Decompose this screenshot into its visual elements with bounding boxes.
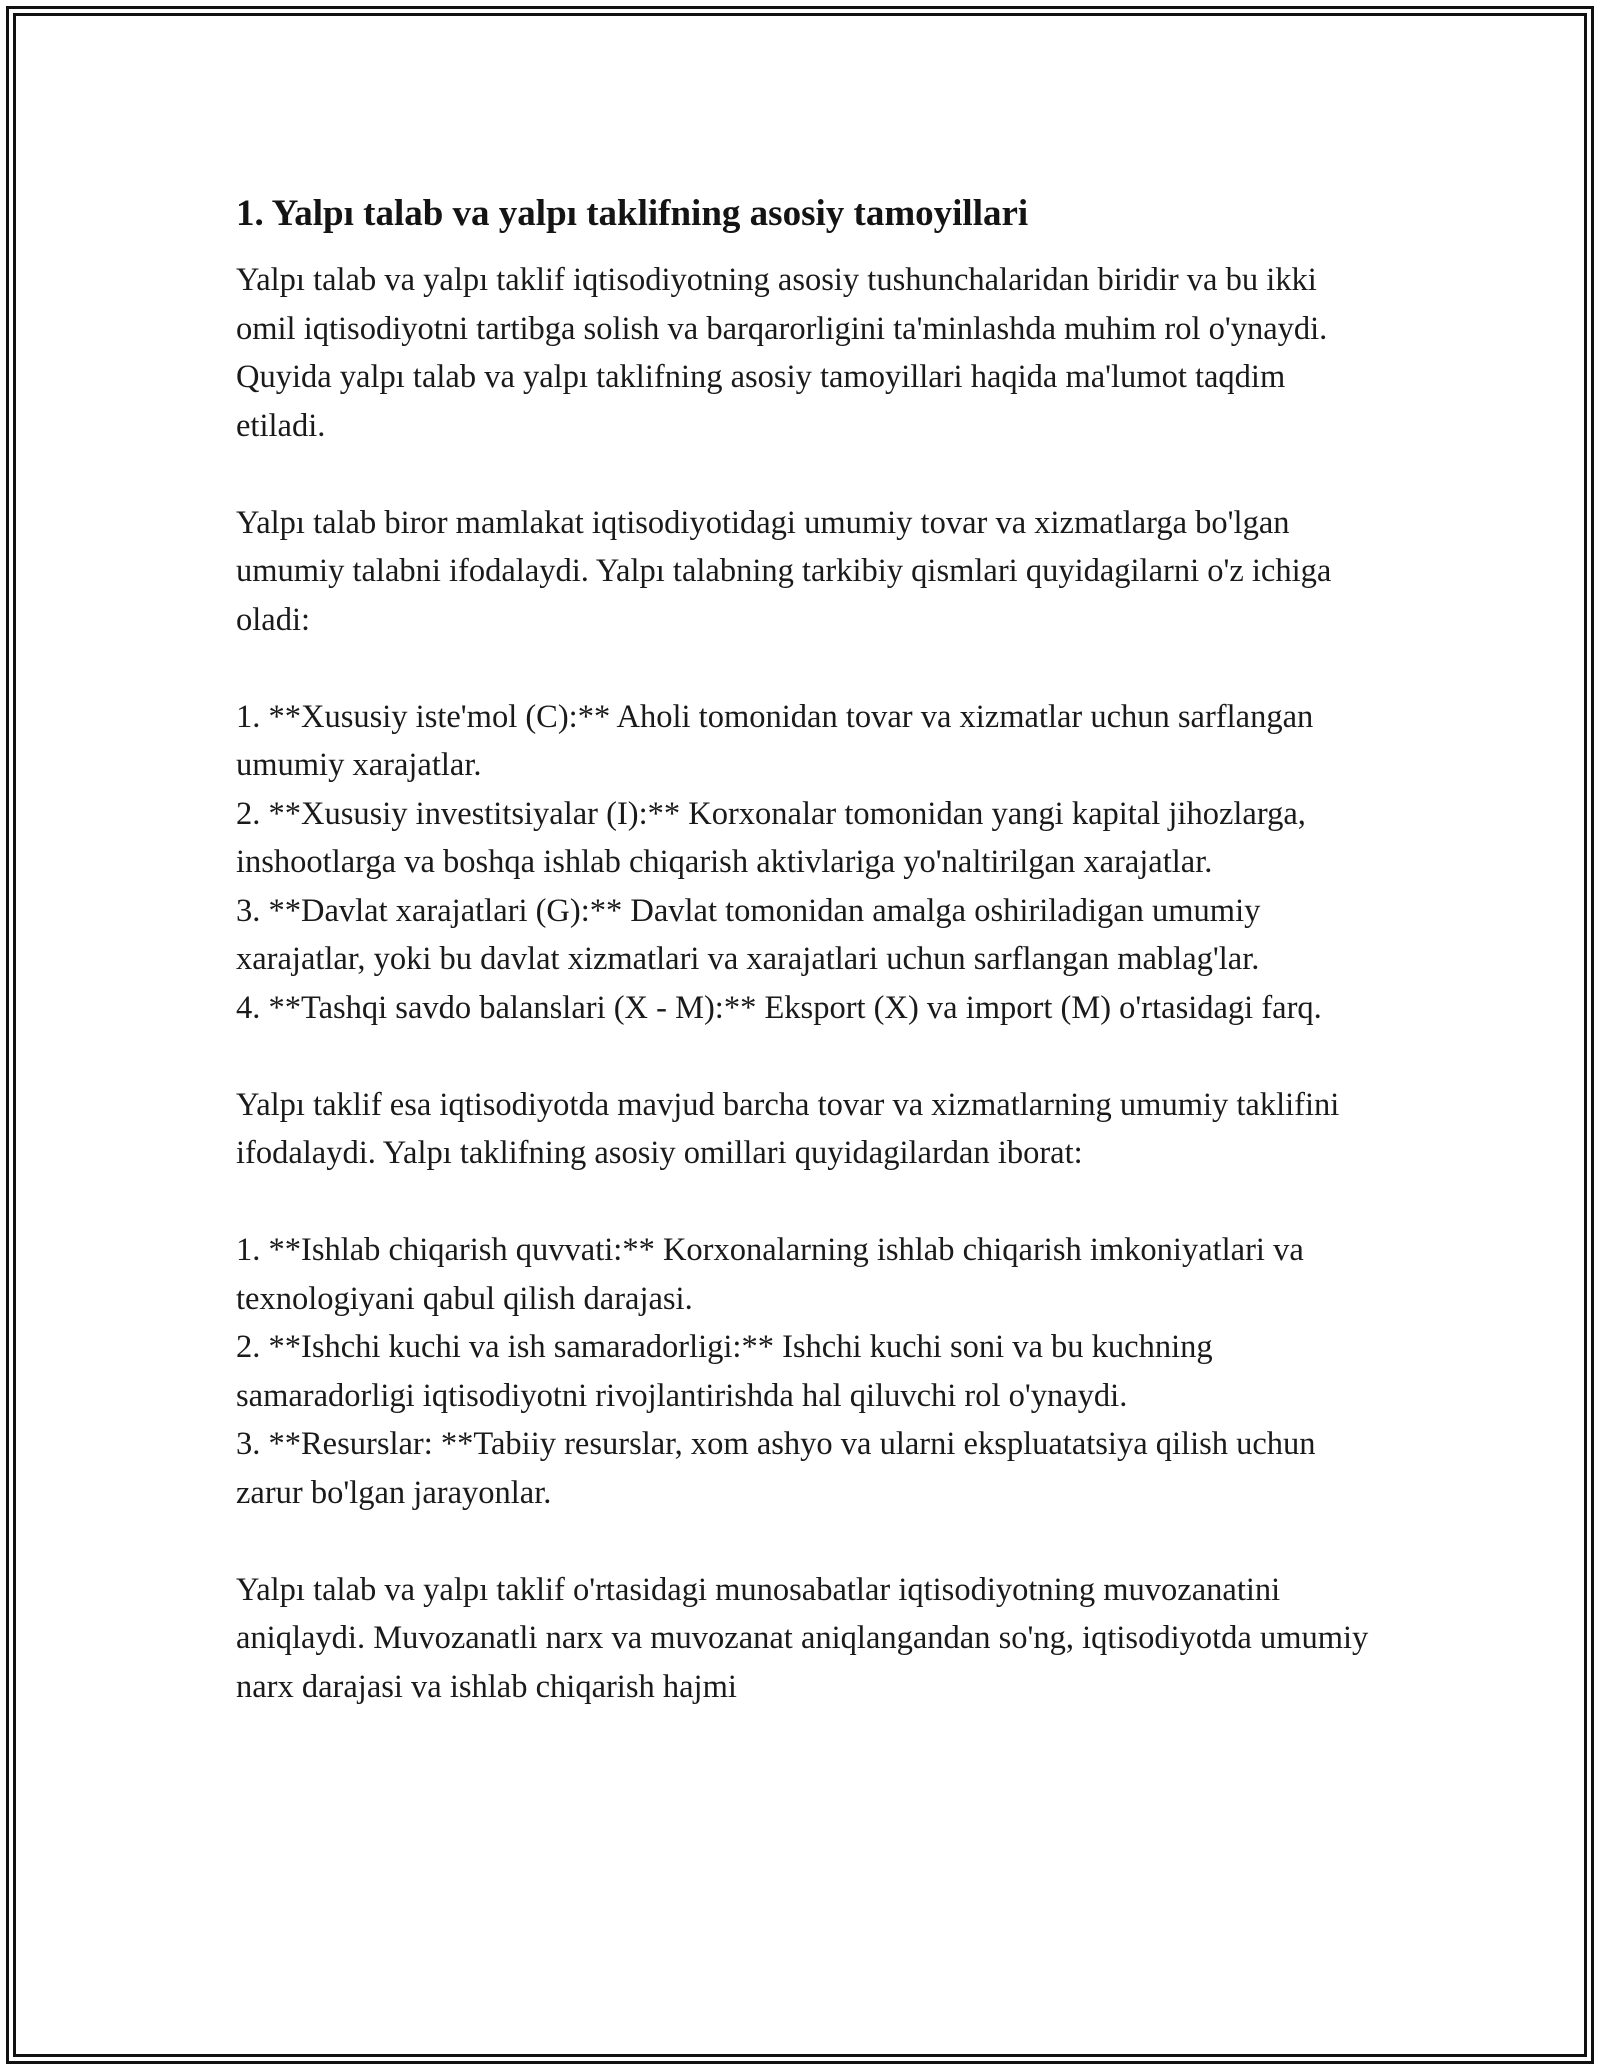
- section-heading: 1. Yalpı talab va yalpı taklifning asosiy tamoyillari: [236, 193, 1029, 234]
- paragraph-gap: [236, 644, 1376, 693]
- paragraph-gap: [236, 450, 1376, 499]
- demand-item-government: 3. **Davlat xarajatlari (G):** Davlat tomonidan amalga oshiriladigan umumiy xarajatlar, yoki bu davlat xizmatlari va xarajatlari uchun sarflangan mablag'lar.: [236, 892, 1261, 977]
- paragraph-gap: [236, 1517, 1376, 1566]
- supply-intro-paragraph: Yalpı taklif esa iqtisodiyotda mavjud barcha tovar va xizmatlarning umumiy taklifini ifodalaydi. Yalpı taklifning asosiy omillari quyidagilardan iborat:: [236, 1086, 1340, 1171]
- document-body: [236, 186, 1376, 1711]
- demand-item-net-exports: 4. **Tashqi savdo balanslari (X - M):** Eksport (X) va import (M) o'rtasidagi farq.: [236, 989, 1322, 1026]
- demand-intro-paragraph: Yalpı talab biror mamlakat iqtisodiyotidagi umumiy tovar va xizmatlarga bo'lgan umumiy talabni ifodalaydi. Yalpı talabning tarkibiy qismlari quyidagilarni o'z ichiga oladi:: [236, 504, 1332, 638]
- paragraph-gap: [236, 1178, 1376, 1227]
- demand-item-consumption: 1. **Xususiy iste'mol (C):** Aholi tomonidan tovar va xizmatlar uchun sarflangan umumiy xarajatlar.: [236, 698, 1314, 783]
- supply-item-capacity: 1. **Ishlab chiqarish quvvati:** Korxonalarning ishlab chiqarish imkoniyatlari va texnologiyani qabul qilish darajasi.: [236, 1232, 1304, 1317]
- intro-paragraph: Yalpı talab va yalpı taklif iqtisodiyotning asosiy tushunchalaridan biridir va bu ikki omil iqtisodiyotni tartibga solish va barqarorligini ta'minlashda muhim rol o'ynaydi. Quyida yalpı talab va yalpı taklifning asosiy tamoyillari haqida ma'lumot taqdim etiladi.: [236, 262, 1328, 444]
- conclusion-paragraph: Yalpı talab va yalpı taklif o'rtasidagi munosabatlar iqtisodiyotning muvozanatini aniqlaydi. Muvozanatli narx va muvozanat aniqlangandan so'ng, iqtisodiyotda umumiy narx darajasi va ishlab chiqarish hajmi: [236, 1571, 1369, 1705]
- paragraph-gap: [236, 1032, 1376, 1081]
- supply-item-labor: 2. **Ishchi kuchi va ish samaradorligi:** Ishchi kuchi soni va bu kuchning samaradorligi iqtisodiyotni rivojlantirishda hal qiluvchi rol o'ynaydi.: [236, 1329, 1213, 1414]
- supply-item-resources: 3. **Resurslar: **Tabiiy resurslar, xom ashyo va ularni ekspluatatsiya qilish uchun zarur bo'lgan jarayonlar.: [236, 1426, 1316, 1511]
- demand-item-investment: 2. **Xususiy investitsiyalar (I):** Korxonalar tomonidan yangi kapital jihozlarga, inshootlarga va boshqa ishlab chiqarish aktivlariga yo'naltirilgan xarajatlar.: [236, 795, 1306, 880]
